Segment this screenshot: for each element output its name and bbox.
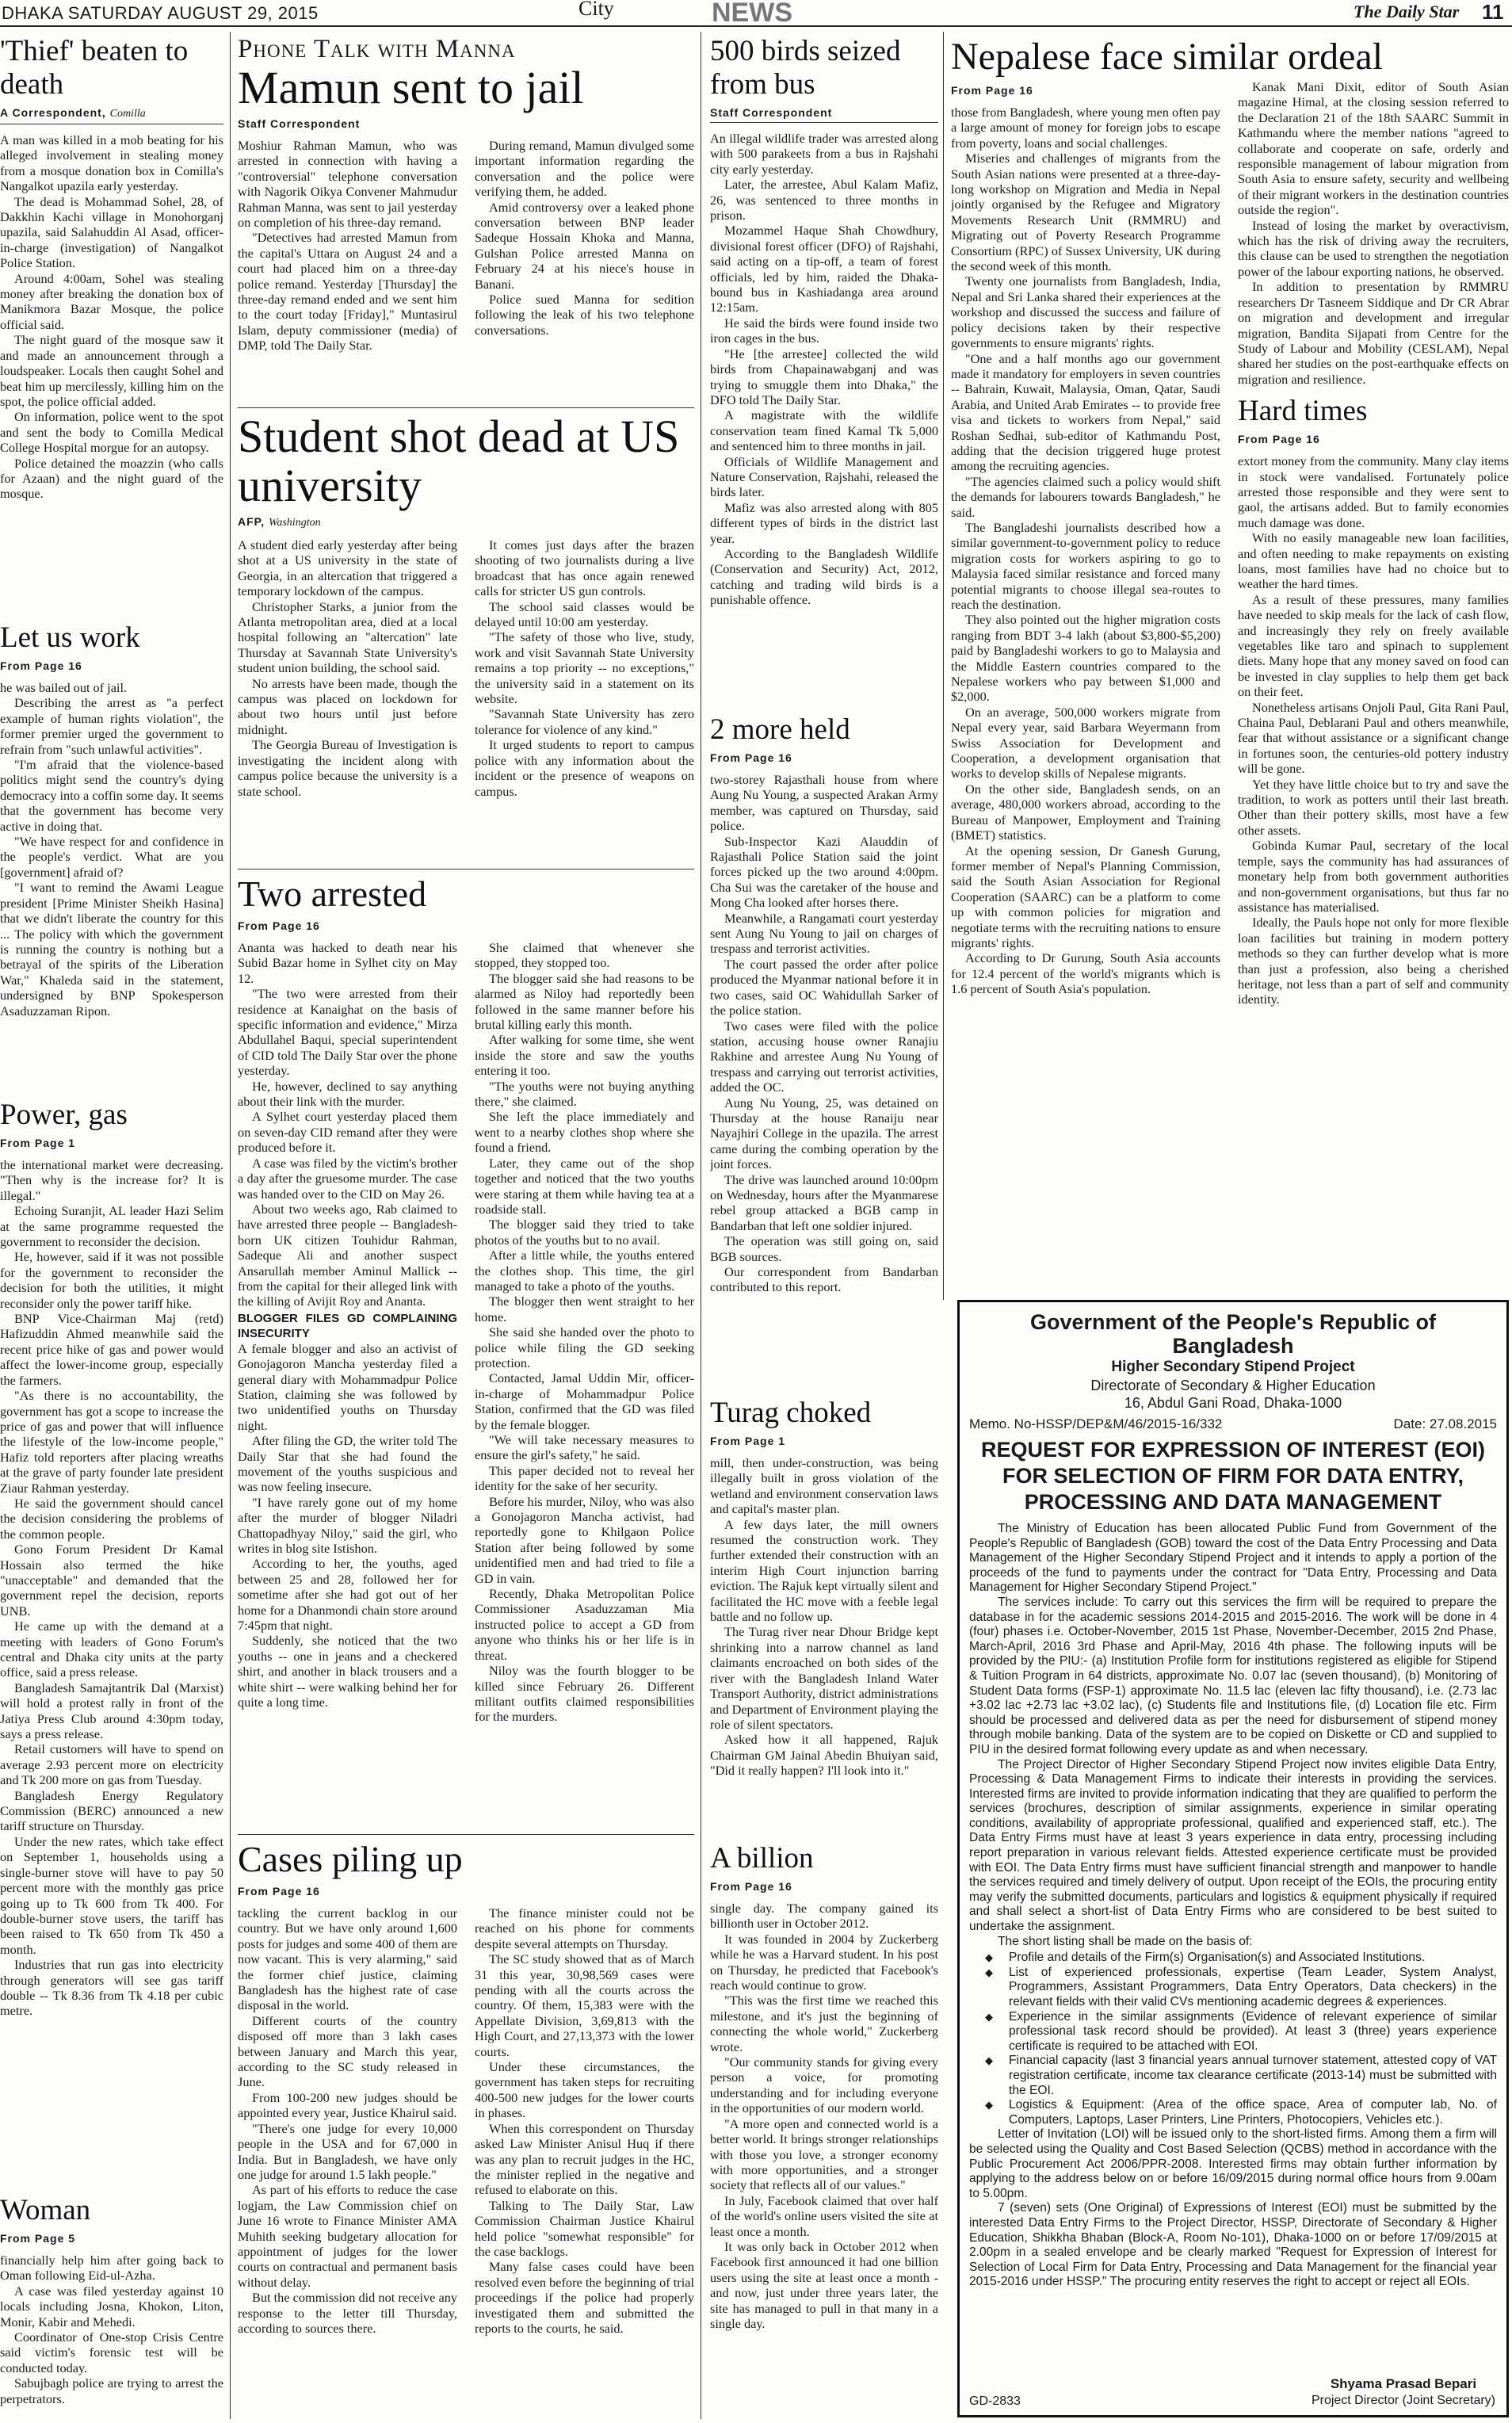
story-let-us-work bbox=[0, 621, 223, 1097]
headline: Woman bbox=[0, 2194, 91, 2226]
paragraph: "I'm afraid that the violence-based politics might send the country's dying democracy into a coffin some day. It seems that the government has become very active in doing that. bbox=[0, 757, 223, 834]
paragraph: "There's one judge for every 10,000 people in the USA and for 67,000 in India. But in Bangladesh, we have only one judge for around 1.5 lakh people." bbox=[238, 2120, 457, 2182]
ad-paragraph: The services include: To carry out this services the firm will be required to prepare the database in for the academic sessions 2014-2015 and 2015-2016. The work will be done in 4 (four) phases i.e. October-November, 2015 1st Phase, November-December, 2015 2nd Phase, March-April, 2016 3rd Phase and April-May, 2016 4th phase. The following inputs will be provided by the PIU:- (a) Institution Profile form for institutions registered as eligible for Stipend & Tuition Program in 64 districts, approximate No. 0.07 lac (seven thousand), (b) Monitoring of Student Data forms (FSP-1) approximate No. 11.5 lac (eleven lac fifty thousand), i.e. (2.73 lac +3.02 lac +2.73 lac +3.02 lac), (c) Students file and Institutions file, (d) Location file etc. Firm should be processed and delivered data as per the need for disbursement of stipend money through mobile banking. Data of the system are to be copied on Diskette or CD and supplied to PIU in the desired format following every update as and when necessary. bbox=[969, 1595, 1497, 1756]
paragraph: Under these circumstances, the government has taken steps for recruiting 400-500 new judges for the lower courts in phases. bbox=[475, 2059, 694, 2121]
ad-date: Date: 27.08.2015 bbox=[1393, 1416, 1497, 1431]
paragraph: A man was killed in a mob beating for his alleged involvement in stealing money from a mosque donation box in Comilla's Nangalkot upazila early yesterday. bbox=[0, 132, 223, 194]
story-body bbox=[710, 772, 938, 1295]
ad-code: GD-2833 bbox=[969, 2394, 1021, 2408]
paragraph: Police detained the moazzin (who calls for Azaan) and the night guard of the mosque. bbox=[0, 455, 223, 502]
story-power-gas bbox=[0, 1099, 223, 2192]
byline: From Page 1 bbox=[0, 1137, 76, 1149]
paragraph: On information, police went to the spot and sent the body to Comilla Medical College Hospital morgue for an autopsy. bbox=[0, 409, 223, 456]
byline: From Page 16 bbox=[951, 84, 1033, 97]
paragraph: Talking to The Daily Star, Law Commission Chairman Justice Khairul held police "somewhat responsible" for the case backlogs. bbox=[475, 2197, 694, 2259]
paragraph: An illegal wildlife trader was arrested along with 500 parakeets from a bus in Rajshahi city early yesterday. bbox=[710, 131, 938, 177]
paragraph: At the opening session, Dr Ganesh Gurung, former member of Nepal's Planning Commission, said the South Asian Association for Regional Cooperation (SAARC) can be a platform to come up with common policies for migration and negotiate terms with the recruiting nations to ensure migrants' rights. bbox=[951, 843, 1220, 950]
headline: A billion bbox=[710, 1842, 814, 1875]
paragraph: She left the place immediately and went to a nearby clothes shop where she found a friend. bbox=[475, 1109, 694, 1156]
paragraph: She said she handed over the photo to police while filing the GD seeking protection. bbox=[475, 1324, 694, 1370]
paragraph: Officials of Wildlife Management and Nature Conservation, Rajshahi, released the birds later. bbox=[710, 453, 938, 500]
paragraph: According to Dr Gurung, South Asia accounts for 12.4 percent of the world's migrants which is 1.6 percent of South Asia's population. bbox=[951, 950, 1220, 997]
paragraph: He said the birds were found inside two iron cages in the bus. bbox=[710, 315, 938, 346]
headline: 500 birds seized from bus bbox=[710, 35, 901, 101]
ad-criteria-list bbox=[985, 1951, 1497, 2127]
paragraph: The operation was still going on, said BGB sources. bbox=[710, 1233, 938, 1264]
paragraph: Our correspondent from Bandarban contributed to this report. bbox=[710, 1264, 938, 1295]
list-item: ◆ List of experienced professionals, expertise (Team Leader, System Analyst, Programmers, Assistant Programmers, Data Entry Operators, Data checkers) in the relevant fields with their valid CVs mentioning academic degrees & experiences. bbox=[985, 1966, 1497, 2010]
news-label: NEWS bbox=[712, 0, 792, 28]
section-label: City bbox=[578, 0, 614, 20]
ad-project: Higher Secondary Stipend Project bbox=[1111, 1359, 1355, 1375]
story-body-cont bbox=[1238, 79, 1509, 387]
byline: From Page 16 bbox=[710, 1880, 792, 1893]
kicker: Phone Talk with Manna bbox=[238, 35, 516, 63]
paragraph: Nonetheless artisans Onjoli Paul, Gita Rani Paul, Chaina Paul, Deblarani Paul and others meanwhile, fear that without assistance or a significant change in fortunes soon, the centuries-old pottery industry will be gone. bbox=[1238, 699, 1509, 777]
ad-title: Government of the People's Republic of Bangladesh bbox=[1030, 1310, 1436, 1358]
paragraph: "The safety of those who live, study, work and visit Savannah State University remains a top priority -- no exceptions," the university said in a statement on its website. bbox=[475, 629, 694, 707]
paragraph: According to her, the youths, aged between 25 and 28, followed her for sometime after she had got out of her home for a Dhanmondi chain store around 7:45pm that night. bbox=[238, 1556, 457, 1634]
headline: Power, gas bbox=[0, 1099, 128, 1131]
paragraph: Twenty one journalists from Bangladesh, India, Nepal and Sri Lanka shared their experiences at the workshop and discussed the success and failure of policy decisions taken by their respective governments to ensure migrants' rights. bbox=[951, 273, 1220, 351]
paragraph: Bangladesh Energy Regulatory Commission (BERC) announced a new tariff structure on Thursday. bbox=[0, 1787, 223, 1834]
ad-memo-no: Memo. No-HSSP/DEP&M/46/2015-16/332 bbox=[969, 1416, 1223, 1431]
paragraph: Police sued Manna for sedition following the leak of his two telephone conversations. bbox=[475, 292, 694, 338]
byline: A Correspondent, Comilla bbox=[0, 106, 223, 124]
paragraph: BNP Vice-Chairman Maj (retd) Hafizuddin Ahmed meanwhile said the recent price hike of gas and power would affect the lower-income group, especially the farmers. bbox=[0, 1311, 223, 1388]
byline: Staff Correspondent bbox=[238, 117, 361, 130]
headline: Mamun sent to jail bbox=[238, 62, 584, 113]
column-rule bbox=[943, 32, 944, 1300]
paragraph: single day. The company gained its billionth user in October 2012. bbox=[710, 1901, 938, 1932]
paragraph: A case was filed yesterday against 10 locals including Josna, Khokon, Liton, Monir, Kabir and Mehedi. bbox=[0, 2283, 223, 2329]
paragraph: Describing the arrest as "a perfect example of human rights violation", the former premier urged the government to refrain from "such unlawful activities". bbox=[0, 695, 223, 757]
list-item: ◆ Profile and details of the Firm(s) Organisation(s) and Associated Institutions. bbox=[985, 1951, 1497, 1966]
paragraph: those from Bangladesh, where young men often pay a large amount of money for foreign jobs to escape from poverty, loans and social challenges. bbox=[951, 105, 1221, 151]
paragraph: Asked how it all happened, Rajuk Chairman GM Jainal Abedin Bhuiyan said, "Did it really happen? I'll look into it." bbox=[710, 1732, 938, 1779]
paragraph: The drive was launched around 10:00pm on Wednesday, hours after the Myanmarese rebel group attacked a BGB camp in Bandarban that left one soldier injured. bbox=[710, 1171, 938, 1233]
paragraph: According to the Bangladesh Wildlife (Conservation and Security) Act, 2012, catching and trading wild birds is a punishable offence. bbox=[710, 545, 938, 608]
story-body bbox=[0, 1157, 223, 2019]
paragraph: The dead is Mohammad Sohel, 28, of Dakkhin Kachi village in Monohorganj upazila, said Salahuddin Al Asad, officer-in-charge (investigation) of Nangalkot Police Station. bbox=[0, 193, 223, 271]
ad-directorate: Directorate of Secondary & Higher Education bbox=[1090, 1378, 1376, 1393]
list-item: ◆ Logistics & Equipment: (Area of the office space, Area of computer lab, No. of Computers, Laptops, Laser Printers, Line Printers, Photocopiers, Vehicles etc.). bbox=[985, 2098, 1497, 2127]
headline: Hard times bbox=[1238, 395, 1368, 428]
signer-name: Shyama Prasad Bepari bbox=[1330, 2376, 1477, 2391]
paragraph: Around 4:00am, Sohel was stealing money after breaking the donation box of Manikmora Bazar Mosque, the police official said. bbox=[0, 270, 223, 332]
paragraph: Mozammel Haque Shah Chowdhury, divisional forest officer (DFO) of Rajshahi, said acting on a tip-off, a team of forest officials, led by him, raided the Dhaka-bound bus in Kashiadanga area around 12:15am. bbox=[710, 223, 938, 315]
paragraph: After walking for some time, she went inside the store and saw the youths entering it too. bbox=[475, 1032, 694, 1079]
paragraph: "The agencies claimed such a policy would shift the demands for labourers towards Bangladesh," he said. bbox=[951, 473, 1220, 520]
story-body bbox=[710, 1455, 938, 1779]
headline: Let us work bbox=[0, 621, 140, 654]
headline: Nepalese face similar ordeal bbox=[951, 36, 1384, 78]
paragraph: Ananta was hacked to death near his Subid Bazar home in Sylhet city on May 12. bbox=[238, 940, 457, 986]
paragraph: Meanwhile, a Rangamati court yesterday sent Aung Nu Young to jail on charges of trespass and terrorist activities. bbox=[710, 910, 938, 957]
story-mamun bbox=[238, 35, 694, 415]
paragraph: In July, Facebook claimed that over half of the world's online users visited the site at least once a month. bbox=[710, 2192, 938, 2239]
story-body bbox=[238, 940, 694, 1725]
paragraph: After filing the GD, the writer told The Daily Star that she had found the movement of the youths suspicious and was now feeling insecure. bbox=[238, 1433, 457, 1495]
headline: Two arrested bbox=[238, 873, 427, 914]
paragraph: "The youths were not buying anything there," she claimed. bbox=[475, 1078, 694, 1110]
paragraph: Different courts of the country disposed off more than 3 lakh cases between January and March this year, according to the SC study released in June. bbox=[238, 2012, 457, 2090]
paragraph: During remand, Mamun divulged some important information regarding the conversation and the police were verifying them, he added. bbox=[475, 138, 694, 200]
story-thief bbox=[0, 35, 223, 618]
story-student bbox=[238, 412, 694, 872]
paragraph: Gono Forum President Dr Kamal Hossain also termed the hike "unacceptable" and demanded that the government repel the decision, reports UNB. bbox=[0, 1542, 223, 1619]
paragraph: extort money from the community. Many clay items in stock were vandalised. Fortunately police arrested those responsible and they were sent to gaol, the artisans added. But to family economies much damage was done. bbox=[1238, 453, 1509, 530]
story-body bbox=[238, 138, 694, 354]
issue-date: DHAKA SATURDAY AUGUST 29, 2015 bbox=[2, 3, 319, 23]
paragraph: About two weeks ago, Rab claimed to have arrested three people -- Bangladesh-born UK citizen Touhidur Rahman, Sadeque Ali and another suspect Ansarullah member Aminul Mallick -- from the capital for their alleged link with the killing of Avijit Roy and Ananta. bbox=[238, 1201, 457, 1309]
paragraph: "Our community stands for giving every person a voice, for promoting understanding and for including everyone in the opportunities of our modern world. bbox=[710, 2054, 938, 2116]
signer-title: Project Director (Joint Secretary) bbox=[1311, 2394, 1495, 2407]
paragraph: Niloy was the fourth blogger to be killed since February 26. Different militant outfits claimed responsibilities for the murders. bbox=[475, 1663, 694, 1725]
paragraph: A female blogger and also an activist of Gonojagoron Mancha yesterday filed a general diary with Mohammadpur Police Station, claiming she was followed by two unidentified youths on Thursday night. bbox=[238, 1340, 457, 1433]
list-item: ◆ Experience in the similar assignments (Evidence of relevant experience of similar professional task record should be provided). At least 3 (three) years experience certificate is required to be attached with EOI. bbox=[985, 2010, 1497, 2054]
paragraph: The Bangladeshi journalists described how a similar government-to-government policy to reduce migration costs for workers aspiring to go to Malaysia faced similar resistance and forced many potential migrants to choose illegal sea-routes to reach the destination. bbox=[951, 519, 1220, 612]
paragraph: When this correspondent on Thursday asked Law Minister Anisul Huq if there was any plan to recruit judges in the HC, the minister replied in the negative and refused to elaborate on this. bbox=[475, 2120, 694, 2198]
byline: From Page 16 bbox=[0, 659, 82, 672]
byline: From Page 16 bbox=[1238, 433, 1320, 446]
story-cases bbox=[238, 1839, 694, 2423]
byline: From Page 16 bbox=[710, 751, 792, 764]
paragraph: It was only back in October 2012 when Facebook first announced it had one billion users using the site at least once a month - and now, just under three years later, the site has managed to pull in that many in a single day. bbox=[710, 2238, 938, 2331]
paragraph: It was founded in 2004 by Zuckerberg while he was a Harvard student. In his post on Thursday, he predicted that Facebook's reach would continue to grow. bbox=[710, 1931, 938, 1993]
paragraph: "One and a half months ago our government made it mandatory for employers in seven countries -- Bahrain, Kuwait, Malaysia, Oman, Qatar, Saudi Arabia, and United Arab Emirates -- to provide free visa and tickets to workers from Nepal," said Roshan Sedhai, sub-editor of Kathmandu Post, adding that the decision triggered huge protest among the recruiting agencies. bbox=[951, 350, 1220, 474]
story-body bbox=[0, 680, 223, 1019]
ad-address: 16, Abdul Gani Road, Dhaka-1000 bbox=[1124, 1395, 1342, 1411]
headline: 'Thief' beaten to death bbox=[0, 35, 189, 101]
paragraph: Coordinator of One-stop Crisis Centre said victim's forensic test will be conducted today. bbox=[0, 2329, 223, 2375]
paragraph: "He [the arrestee] collected the wild birds from Chapainawabganj and was trying to smuggle them into Dhaka," the DFO told The Daily Star. bbox=[710, 346, 938, 407]
paragraph: Gobinda Kumar Paul, secretary of the local temple, says the community has had assurances of monetary help from both government authorities and non-government organisations, but thus far no assistance has materialised. bbox=[1238, 838, 1509, 915]
paper-logo: The Daily Star bbox=[1354, 2, 1460, 21]
story-nepal bbox=[951, 35, 1509, 1295]
paragraph: The finance minister could not be reached on his phone for comments despite several attempts on Thursday. bbox=[475, 1905, 694, 1951]
ad-paragraph: 7 (seven) sets (One Original) of Expressions of Interest (EOI) must be submitted by the interested Data Entry Firms to the Project Director, HSSP, Directorate of Secondary & Higher Education, Shikkha Bhaban (Block-A, Room No-101), Dhaka-1000 on or before 17/09/2015 at 2.00pm in a sealed envelope and be clearly marked "Request for Expression of Interest for Selection of Local Firm for Data Entry, Processing and Data Management for the financial year 2015-2016 under HSSP." The procuring entity reserves the right to accept or reject all EOIs. bbox=[969, 2201, 1497, 2289]
paragraph: On an average, 500,000 workers migrate from Nepal every year, said Barbara Weyermann from Swiss Association for Development and Cooperation, a development organisation that works to develop skills of Nepalese migrants. bbox=[951, 704, 1220, 782]
paragraph: The night guard of the mosque saw it and made an announcement through a loudspeaker. Locals then caught Sohel and beat him up mercilessly, killing him on the spot, the police official added. bbox=[0, 332, 223, 409]
paragraph: "Detectives had arrested Mamun from the capital's Uttara on August 24 and a court had placed him on a three-day police remand. Yesterday [Thursday] the three-day remand ended and we sent him to the court today [Friday]," Muntasirul Islam, deputy commissioner (media) of DMP, told The Daily Star. bbox=[238, 230, 457, 354]
paragraph: Contacted, Jamal Uddin Mir, officer-in-charge of Mohammadpur Police Station, confirmed that the GD was filed by the female blogger. bbox=[475, 1370, 694, 1432]
paragraph: Two cases were filed with the police station, accusing house owner Ranajiu Rakhine and arrestee Aung Nu Young of trespass and carrying out terrorist activities, added the OC. bbox=[710, 1018, 938, 1095]
paragraph: Aung Nu Young, 25, was detained on Thursday at the house Ranaiju near Nayajhiri College in the upazila. The arrest came during the combing operation by the joint forces. bbox=[710, 1095, 938, 1172]
ad-paragraph: The Ministry of Education has been allocated Public Fund from Government of the People's Republic of Bangladesh (GOB) toward the cost of the Data Entry Processing and Data Management of the Higher Secondary Stipend Project and it intends to apply a portion of the proceeds of the fund to payments under the contract for "Data Entry, Processing and Data Management for Higher Secondary Stipend Project." bbox=[969, 1522, 1497, 1595]
story-birds bbox=[710, 35, 938, 701]
paragraph: mill, then under-construction, was being illegally built in gross violation of the wetland and environment conservation laws and capital's master plan. bbox=[710, 1455, 938, 1517]
paragraph: Bangladesh Samajtantrik Dal (Marxist) will hold a protest rally in front of the Jatiya Press Club around 4:30pm today, says a press release. bbox=[0, 1680, 223, 1742]
paragraph: They also pointed out the higher migration costs ranging from BDT 3-4 lakh (about $3,800-$5,200) paid by Bangladeshi workers to go to Malaysia and the Middle Eastern countries compared to the Nepalese workers who pay between $1,000 and $2,000. bbox=[951, 612, 1220, 705]
paragraph: On the other side, Bangladesh sends, on an average, 480,000 workers abroad, according to the Bureau of Manpower, Employment and Training (BMET) statistics. bbox=[951, 781, 1220, 843]
paragraph: the international market were decreasing. "Then why is the increase for? It is illegal." bbox=[0, 1157, 223, 1203]
story-hard-times bbox=[1238, 395, 1509, 1007]
headline: Turag choked bbox=[710, 1397, 872, 1429]
story-billion bbox=[710, 1842, 938, 2423]
paragraph: This paper decided not to reveal her identity for the sake of her security. bbox=[475, 1462, 694, 1494]
paragraph: The SC study showed that as of March 31 this year, 30,98,569 cases were pending with all the courts across the country. Of them, 15,383 were with the Appellate Division, 3,69,813 with the High Court, and 27,13,373 with the lower courts. bbox=[475, 1951, 694, 2059]
paragraph: "I want to remind the Awami League president [Prime Minister Sheikh Hasina] that we didn't liberate the country for this ... The policy with which the government is running the country is nothing but a betrayal of the spirits of the Liberation War," Khaleda said in the statement, undersigned by BNP Spokesperson Asaduzzaman Ripon. bbox=[0, 880, 223, 1019]
paragraph: Christopher Starks, a junior from the Atlanta metropolitan area, died at a local hospital following an "altercation" late Thursday at Savannah State University's student union building, the school said. bbox=[238, 598, 457, 676]
byline: From Page 16 bbox=[238, 1885, 320, 1898]
paragraph: As a result of these pressures, many families have needed to skip meals for the lack of cash flow, and increasingly they rely on freely available vegetables like taro and spinach to supplement diets. Many hope that any money saved on food can be invested in clay supplies to help them get back on their feet. bbox=[1238, 591, 1509, 700]
paragraph: financially help him after going back to Oman following Eid-ul-Azha. bbox=[0, 2253, 223, 2284]
paragraph: The blogger said she had reasons to be alarmed as Niloy had reportedly been followed in the same manner before his brutal killing early this month. bbox=[475, 970, 694, 1033]
byline: From Page 16 bbox=[238, 919, 320, 932]
page-number: 11 bbox=[1482, 0, 1504, 24]
paragraph: Miseries and challenges of migrants from the South Asian nations were presented at a three-day-long workshop on Migration and Media in Nepal jointly organised by the Refugee and Migratory Movements Research Unit (RMMRU) and Migrating out of Poverty Research Programme Consortium (RPC) of Sussex University, UK during the second week of this month. bbox=[951, 151, 1220, 274]
byline: Staff Correspondent bbox=[710, 106, 938, 123]
paragraph: Before his murder, Niloy, who was also a Gonojagoron Mancha activist, had reportedly gone to Khilgaon Police Station after being followed by some unidentified men and had tried to file a GD in vain. bbox=[475, 1493, 694, 1586]
story-body bbox=[710, 131, 938, 608]
paragraph: The court passed the order after police produced the Myanmar national before it in two cases, said OC Wahidullah Sarker of the police station. bbox=[710, 956, 938, 1019]
paragraph: In addition to presentation by RMMRU researchers Dr Tasneem Siddique and Dr CR Abrar on migration and development and irregular migration, Bandita Sijapati from Centre for the Study of Labour and Mobility (CESLAM), Nepal shared her studies on the post-earthquake effects on migration and resilience. bbox=[1238, 279, 1509, 387]
paragraph: he was bailed out of jail. bbox=[0, 680, 128, 695]
column-rule bbox=[230, 32, 231, 2419]
paragraph: He said the government should cancel the decision considering the problems of the common people. bbox=[0, 1495, 223, 1542]
list-item: ◆ Financial capacity (last 3 financial years annual turnover statement, attested copy of VAT registration certificate, income tax clearance certificate (2013-14) must be submitted with the EOI. bbox=[985, 2054, 1497, 2098]
paragraph: Ideally, the Pauls hope not only for more flexible loan facilities but training in modern pottery methods so they can further develop what is more than just a profession, also being a cherished heritage, not less than a part of self and community identity. bbox=[1238, 915, 1509, 1007]
ad-heading: REQUEST FOR EXPRESSION OF INTEREST (EOI) FOR SELECTION OF FIRM FOR DATA ENTRY, PROCESSING AND DATA MANAGEMENT bbox=[980, 1438, 1486, 1514]
paragraph: "A more open and connected world is a better world. It brings stronger relationships with those you love, a stronger economy with more opportunities, and a stronger society that reflects all of our values." bbox=[710, 2115, 938, 2193]
paragraph: The blogger said they tried to take photos of the youths but to no avail. bbox=[475, 1217, 694, 1248]
paragraph: She claimed that whenever she stopped, they stopped too. bbox=[475, 940, 694, 971]
story-body bbox=[238, 1905, 694, 2336]
paragraph: The Turag river near Dhour Bridge kept shrinking into a narrow channel as land claimants encroached on both sides of the river with the Bangladesh Inland Water Transport Authority, district administrations and Department of Environment playing the role of silent spectators. bbox=[710, 1624, 938, 1732]
paragraph: Amid controversy over a leaked phone conversation between BNP leader Sadeque Hossain Khoka and Manna, Gulshan Police arrested Manna on February 24 at his niece's house in Banani. bbox=[475, 199, 694, 292]
paragraph: Sabujbagh police are trying to arrest the perpetrators. bbox=[0, 2375, 223, 2406]
ad-paragraph: Letter of Invitation (LOI) will be issued only to the short-listed firms. Among them a firm will be selected using the Quality and Cost Based Selection (QCBS) method in accordance with the Public Procurement Act 2006/PPR-2008. Interested firms may obtain further information by applying to the address below on or before 16/09/2015 during normal office hours from 9.00am to 5.00pm. bbox=[969, 2127, 1497, 2200]
paragraph: He, however, said if it was not possible for the government to reconsider the decision for both the utilities, it might reconsider only the power tariff hike. bbox=[0, 1249, 223, 1311]
paragraph: He came up with the demand at a meeting with leaders of Gono Forum's central and Dhaka city units at the party office, said a press release. bbox=[0, 1619, 223, 1680]
divider bbox=[238, 1834, 694, 1835]
paragraph: But the commission did not receive any response to the letter till Thursday, according to sources there. bbox=[238, 2290, 457, 2336]
paragraph: The blogger then went straight to her home. bbox=[475, 1294, 694, 1324]
paragraph: "Savannah State University has zero tolerance for violence of any kind." bbox=[475, 706, 694, 737]
paragraph: It comes just days after the brazen shooting of two journalists during a live broadcast that has once again renewed calls for stricter US gun controls. bbox=[475, 537, 694, 599]
paragraph: A student died early yesterday after being shot at a US university in the state of Georgia, in an altercation that triggered a temporary lockdown of the campus. bbox=[238, 537, 457, 599]
byline: From Page 5 bbox=[0, 2232, 76, 2245]
paragraph: As part of his efforts to reduce the case logjam, the Law Commission chief on June 16 wrote to Finance Minister AMA Muhith seeking budgetary allocation for appointment of judges for the lower courts on contractual and permanent basis without delay. bbox=[238, 2182, 457, 2290]
paragraph: Later, the arrestee, Abul Kalam Mafiz, 26, was sentenced to three months in prison. bbox=[710, 177, 938, 224]
paragraph: With no easily manageable new loan facilities, and often needing to make repayments on existing loans, most families have had no choice but to weather the hard times. bbox=[1238, 530, 1509, 592]
paragraph: From 100-200 new judges should be appointed every year, Justice Khairul said. bbox=[238, 2089, 457, 2121]
paragraph: Many false cases could have been resolved even before the beginning of trial proceedings if the police had properly investigated them and submitted the reports to the courts, he said. bbox=[475, 2259, 694, 2336]
eoi-advertisement bbox=[957, 1300, 1509, 2417]
paragraph: It urged students to report to campus police with any information about the incident or the presence of weapons on campus. bbox=[475, 737, 694, 799]
paragraph: "The two were arrested from their residence at Kanaighat on the basis of specific information and evidence," Mirza Abdullahel Baqui, special superintendent of CID told The Daily Star over the phone yesterday. bbox=[238, 986, 457, 1079]
paragraph: Under the new rates, which take effect on September 1, households using a single-burner stove will have to pay 50 percent more with the monthly gas price going up to Tk 600 from Tk 400. For double-burner stove users, the tariff has been raised to Tk 650 from Tk 450 a month. bbox=[0, 1833, 223, 1957]
story-two-arrested bbox=[238, 873, 694, 1833]
ad-signature bbox=[1312, 2376, 1495, 2409]
ad-list-intro: The short listing shall be made on the basis of: bbox=[998, 1934, 1253, 1948]
byline: From Page 1 bbox=[710, 1435, 786, 1447]
story-woman bbox=[0, 2194, 223, 2423]
story-body bbox=[0, 2253, 223, 2406]
headline: 2 more held bbox=[710, 713, 850, 746]
story-body bbox=[951, 105, 1220, 997]
paragraph: He, however, declined to say anything about their link with the murder. bbox=[238, 1078, 457, 1110]
story-body bbox=[1238, 453, 1509, 1007]
byline: AFP, Washington bbox=[238, 515, 321, 529]
paragraph: Mafiz was also arrested along with 805 different types of birds in the district last year. bbox=[710, 499, 938, 546]
paragraph: "As there is no accountability, the government has got a scope to increase the price of gas and power that will influence the lifestyle of the low-income people," Hafiz told reporters after placing wreaths at the grave of party founder late president Ziaur Rahman yesterday. bbox=[0, 1388, 223, 1496]
story-body bbox=[0, 132, 223, 502]
story-body bbox=[238, 537, 694, 799]
paragraph: two-storey Rajasthali house from where Aung Nu Young, a suspected Arakan Army member, was captured on Thursday, said police. bbox=[710, 772, 938, 834]
headline: Cases piling up bbox=[238, 1839, 463, 1879]
story-turag bbox=[710, 1397, 938, 1840]
paragraph: A case was filed by the victim's brother a day after the gruesome murder. The case was handed over to the CID on May 26. bbox=[238, 1155, 457, 1202]
story-2-more-held bbox=[710, 713, 938, 1395]
paragraph: A few days later, the mill owners resumed the construction work. They further extended their construction with an interim High Court injunction barring eviction. The Rajuk kept virtually silent and facilitated the HC move with a feeble legal battle and no follow up. bbox=[710, 1516, 938, 1625]
paragraph: "We will take necessary measures to ensure the girl's safety," he said. bbox=[475, 1432, 694, 1463]
paragraph: Retail customers will have to spend on average 2.93 percent more on electricity and Tk 200 more on gas from Tuesday. bbox=[0, 1741, 223, 1788]
paragraph: "We have respect for and confidence in the people's verdict. What are you [government] afraid of? bbox=[0, 834, 223, 880]
paragraph: "This was the first time we reached this milestone, and it's just the beginning of connecting the whole world," Zuckerberg wrote. bbox=[710, 1993, 938, 2054]
subhead: BLOGGER FILES GD COMPLAINING INSECURITY bbox=[238, 1311, 457, 1340]
paragraph: The Georgia Bureau of Investigation is investigating the incident along with campus police because the university is a state school. bbox=[238, 737, 457, 799]
headline: Student shot dead at US university bbox=[238, 412, 680, 511]
story-body bbox=[710, 1901, 938, 2331]
paragraph: Yet they have little choice but to try and save the tradition, to work as potters until their last breath. Other than their pottery skills, most have a few other assets. bbox=[1238, 776, 1509, 838]
paragraph: Moshiur Rahman Mamun, who was arrested in connection with having a "controversial" telephone conversation with Nagorik Oikya Convener Mahmudur Rahman Manna, was sent to jail yesterday on completion of his three-day remand. bbox=[238, 138, 457, 231]
paragraph: Later, they came out of the shop together and noticed that the two youths were staring at them while having tea at a roadside stall. bbox=[475, 1155, 694, 1217]
paragraph: Echoing Suranjit, AL leader Hazi Selim at the same programme requested the government to reconsider the decision. bbox=[0, 1203, 223, 1250]
paragraph: "I have rarely gone out of my home after the murder of blogger Niladri Chattopadhyay Niloy," said the girl, who writes in blog site Istishon. bbox=[238, 1494, 457, 1557]
paragraph: Instead of losing the market by overactivism, which has the risk of driving away the recruiters, this clause can be used to strengthen the negotiation power of the labour exporting nations, he observed. bbox=[1238, 217, 1509, 279]
paragraph: Sub-Inspector Kazi Alauddin of Rajasthali Police Station said the joint forces picked up the two around 4:00pm. Cha Sui was the caretaker of the house and Mong Cha looked after horses there. bbox=[710, 833, 938, 911]
paragraph: After a little while, the youths entered the clothes shop. This time, the girl managed to take a photo of the youths. bbox=[475, 1248, 694, 1294]
paragraph: tackling the current backlog in our country. But we have only around 1,600 posts for judges and some 400 of them are now vacant. This is very alarming," said the former chief justice, claiming Bangladesh has the highest rate of case disposal in the world. bbox=[238, 1905, 457, 2013]
paragraph: Suddenly, she noticed that the two youths -- one in jeans and a checkered shirt, and another in black trousers and a white shirt -- were walking behind her for quite a long time. bbox=[238, 1633, 457, 1710]
paragraph: A magistrate with the wildlife conservation team fined Kamal Tk 5,000 and sentenced him to three months in jail. bbox=[710, 407, 938, 454]
paragraph: A Sylhet court yesterday placed them on seven-day CID remand after they were produced before it. bbox=[238, 1109, 457, 1156]
paragraph: Kanak Mani Dixit, editor of South Asian magazine Himal, at the closing session referred to the Declaration 21 of the 18th SAARC Summit in Kathmandu where the member nations "agreed to collaborate and cooperate on safe, orderly and responsible management of labour migration from South Asia to ensure safety, security and wellbeing of their migrant workers in the destination countries outside the region". bbox=[1238, 79, 1509, 218]
paragraph: Recently, Dhaka Metropolitan Police Commissioner Asaduzzaman Mia instructed police to accept a GD from anyone who thinks his or her life is in threat. bbox=[475, 1586, 694, 1663]
paragraph: No arrests have been made, though the campus was placed on lockdown for about two hours until just before midnight. bbox=[238, 675, 457, 737]
divider bbox=[238, 407, 694, 408]
masthead bbox=[0, 0, 1512, 27]
paragraph: Industries that run gas into electricity through generators will see gas tariff double -- Tk 8.36 from Tk 4.18 per cubic metre. bbox=[0, 1957, 223, 2019]
ad-paragraph: The Project Director of Higher Secondary Stipend Project now invites eligible Data Entry, Processing & Data Management Firms to indicate their interests in providing the services. Interested firms are invited to provide information indicating that they are qualified to perform the services (brochures, description of similar assignments, experience in similar operating conditions, availability of appropriate professional, qualified and experienced staff, etc.). The Data Entry Firms must have at least 3 years experience in data entry, processing including report preparation in various relevant fields. Attested experience certificate must be provided with EOI. The Data Entry firms must have sufficient financial strength and manpower to handle the services required and timely delivery of output. Upon receipt of the EOIs, the procuring entity may verify the submitted documents, particulars and logistics & equipment physically if required and shall select a short-list of Data Entry Firms who are considered to be best suited to undertake the assignment. bbox=[969, 1757, 1497, 1934]
paragraph: The school said classes would be delayed until 10:00 am yesterday. bbox=[475, 598, 694, 630]
